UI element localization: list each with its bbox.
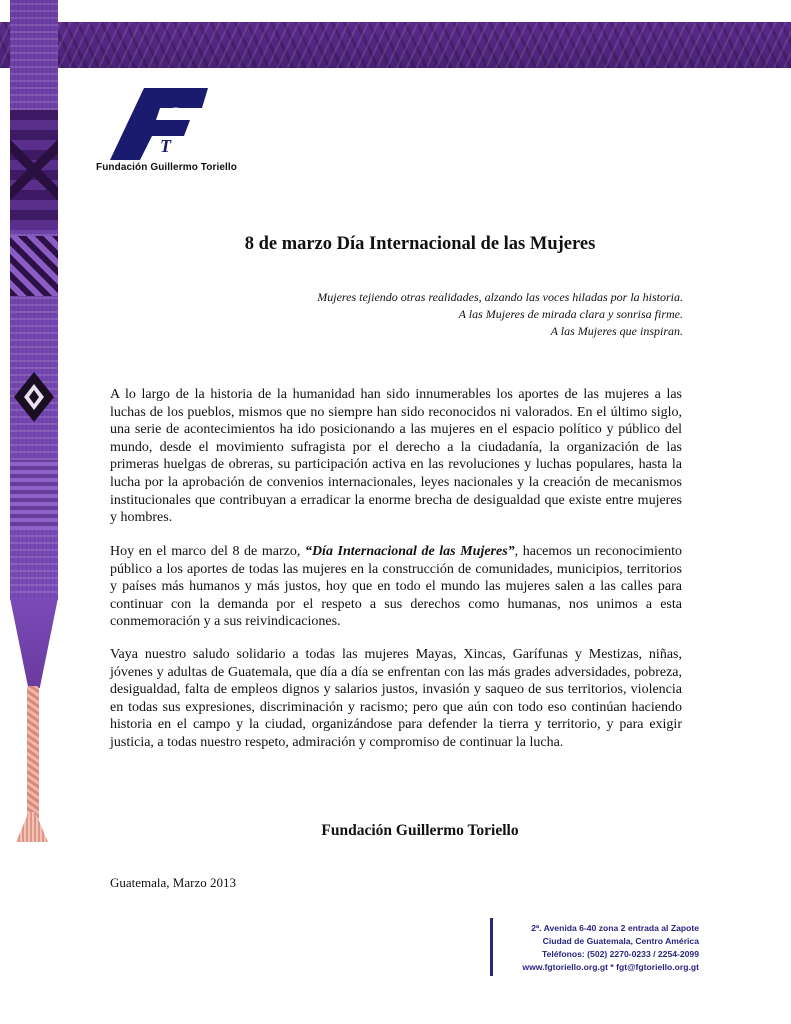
sash-diamond-band xyxy=(10,110,58,230)
address-line: 2ª. Avenida 6-40 zona 2 entrada al Zapote xyxy=(531,923,699,933)
cord-tassel xyxy=(16,812,48,842)
epigraph-line: A las Mujeres de mirada clara y sonrisa firme. xyxy=(458,307,683,321)
place-date: Guatemala, Marzo 2013 xyxy=(110,875,236,890)
email-link[interactable]: fgt@fgtoriello.org.gt xyxy=(616,962,699,972)
event-name-emphasis: “Día Internacional de las Mujeres” xyxy=(304,544,515,559)
woven-sash xyxy=(10,0,58,600)
sash-diamond-motif xyxy=(10,370,58,424)
svg-text:T: T xyxy=(160,136,171,156)
website-link[interactable]: www.fgtoriello.org.gt xyxy=(522,962,609,972)
epigraph-line: Mujeres tejiendo otras realidades, alzando las voces hiladas por la historia. xyxy=(317,290,683,304)
logo-name: Fundación Guillermo Toriello xyxy=(96,162,237,173)
signature: Fundación Guillermo Toriello xyxy=(321,822,519,839)
svg-text:G: G xyxy=(168,105,180,122)
contact-separator: * xyxy=(608,962,617,972)
braided-cord xyxy=(27,686,39,821)
sash-zigzag-band xyxy=(10,236,58,296)
epigraph xyxy=(317,289,683,340)
body-paragraph-1: A lo largo de la historia de la humanidad han sido innumerables los aportes de las mujeres a las luchas de los pueblos, mismos que no siempre han sido reconocidos ni valorados. En el último siglo, una serie de acontecimientos ha ido posicionando a las mujeres en el espacio político y público del mundo, desde el movimiento sufragista por el derecho a la ciudadanía, la organización de las primeras huelgas de obreras, su participación activa en las revoluciones y luchas populares, hasta la lucha por la aprobación de convenios internacionales, leyes nacionales y la creación de mecanismos institucionales que contribuyan a erradicar la enorme brecha de desigualdad que existe entre mujeres y hombres. xyxy=(110,387,682,526)
paragraph-2-intro: Hoy en el marco del 8 de marzo, xyxy=(110,544,305,559)
address-divider xyxy=(490,918,493,976)
address-line: Ciudad de Guatemala, Centro América xyxy=(542,936,699,946)
footer-address xyxy=(522,922,699,974)
epigraph-line: A las Mujeres que inspiran. xyxy=(550,324,683,338)
body-paragraph-3: Vaya nuestro saludo solidario a todas las mujeres Mayas, Xincas, Garífunas y Mestizas, niñas, jóvenes y adultas de Guatemala, que día a día se enfrentan con las más grades adversidades, pobreza, desigualdad, falta de empleos dignos y salarios justos, invasión y saqueo de sus territorios, violencia en todas sus expresiones, discriminación y racismo; pero que aún con todo eso continúan haciendo historia en el campo y la ciudad, organizándose para defender la tierra y territorio, y para exigir justicia, a todas nuestro respeto, admiración y compromiso de continuar la lucha. xyxy=(110,647,682,750)
body-paragraph-2 xyxy=(110,543,682,631)
document-title: 8 de marzo Día Internacional de las Mujeres xyxy=(244,234,596,254)
sash-stripe-band xyxy=(10,460,58,530)
woven-header-band xyxy=(0,22,791,68)
paragraph-2-rest: , hacemos un reconocimiento público a los aportes de todas las mujeres en la construcción de comunidades, municipios, territorios y países más humanos y más justos, hoy que en todo el mundo las mujeres salen a las calles para continuar con la demanda por el respeto a sus derechos como humanas, nos unimos a esta conmemoración y a sus reivindicaciones. xyxy=(110,544,682,630)
contact-line xyxy=(522,961,699,974)
phone-numbers: Teléfonos: (502) 2270-0233 / 2254-2099 xyxy=(541,949,699,959)
sash-taper xyxy=(10,598,58,688)
